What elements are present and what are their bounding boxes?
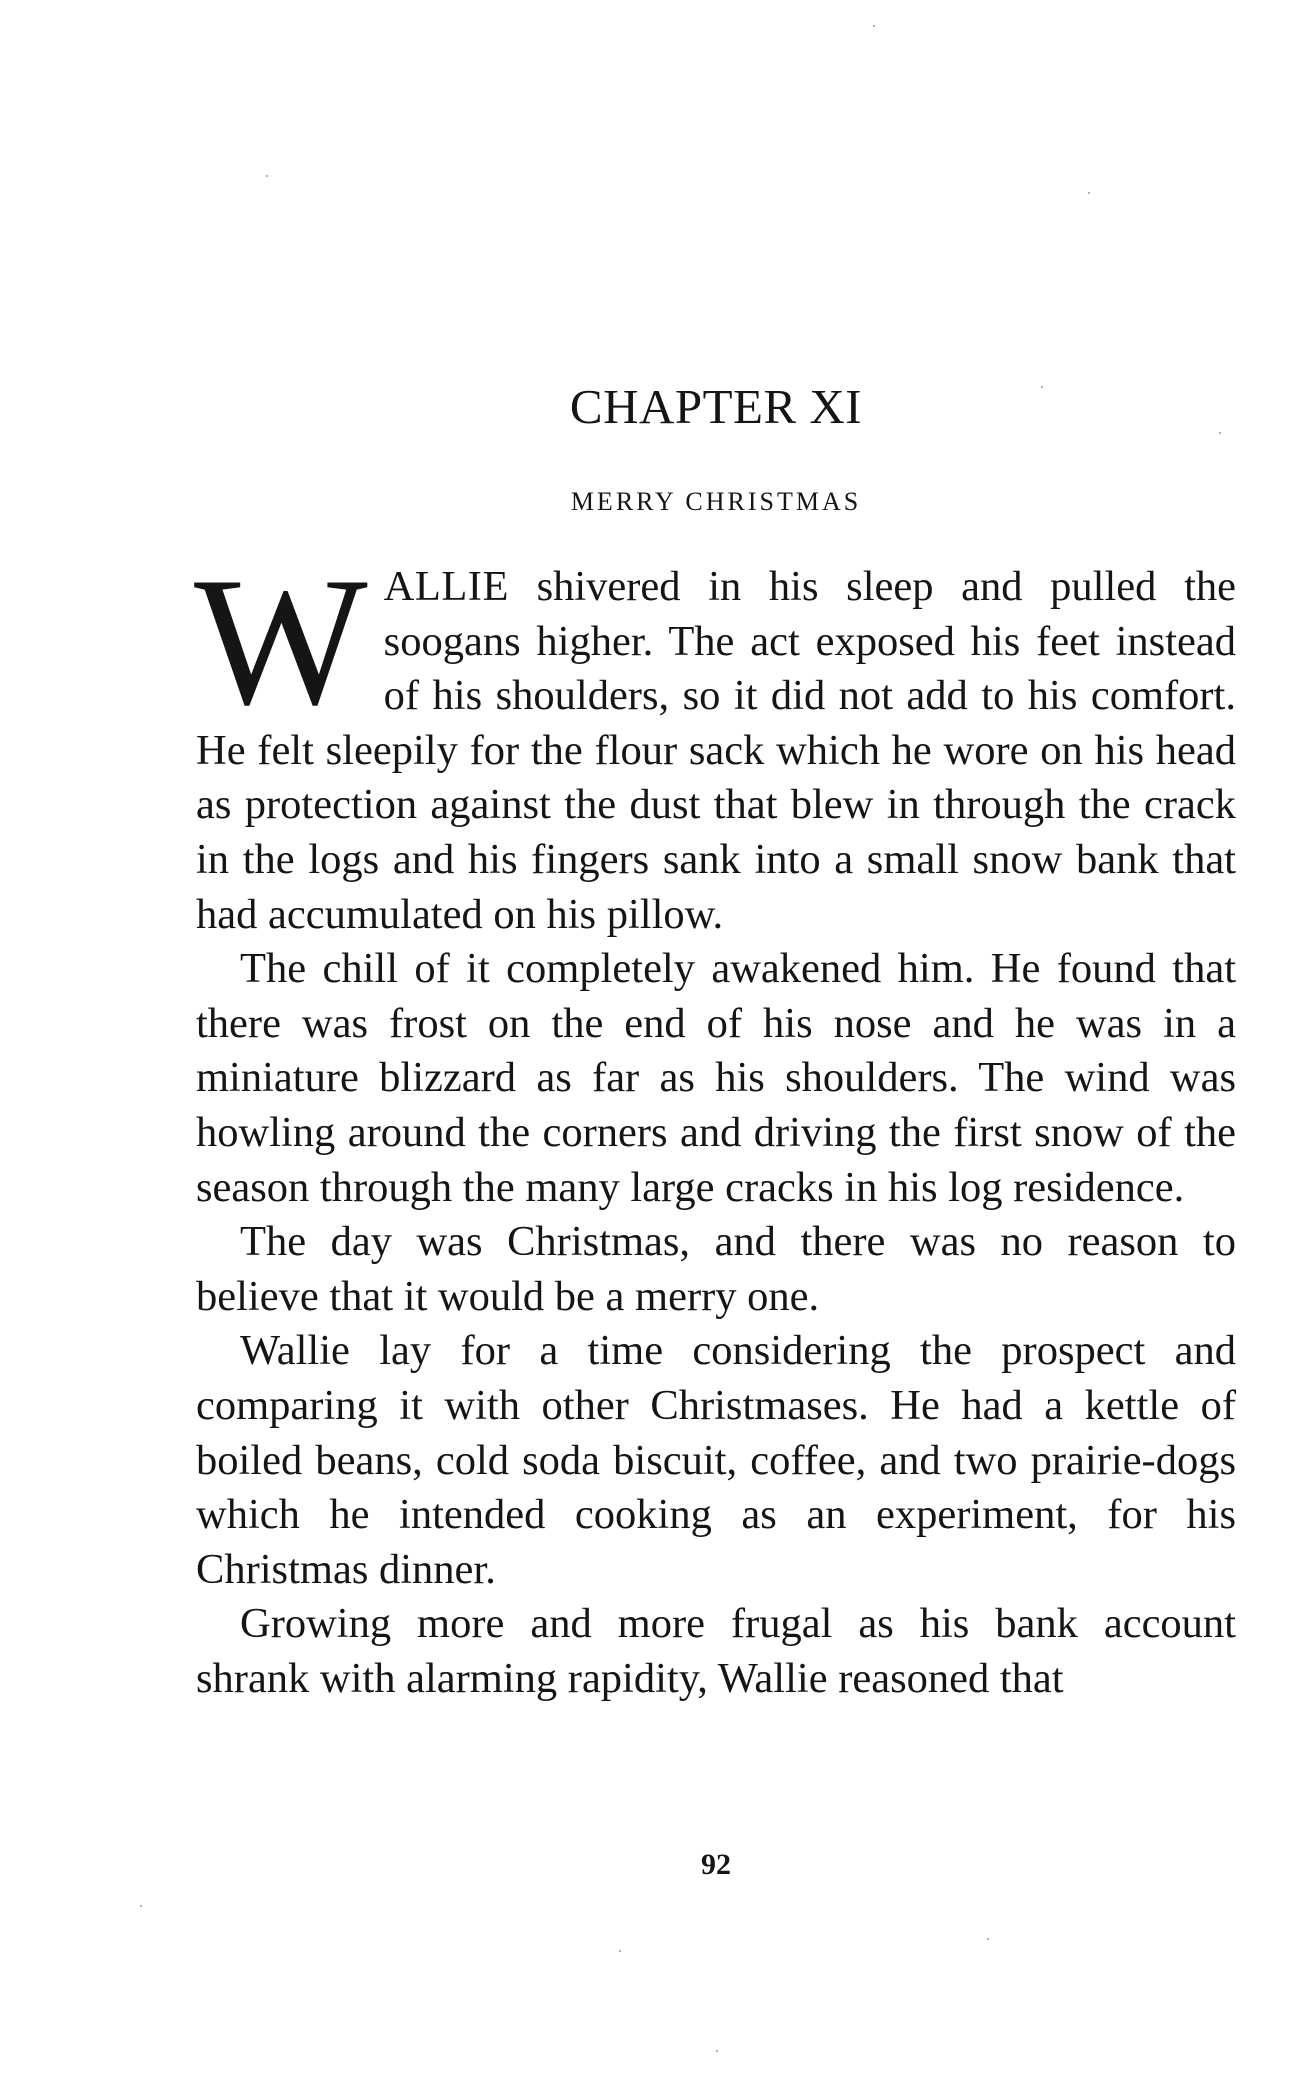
drop-cap: W [194,539,368,743]
chapter-title: MERRY CHRISTMAS [570,487,862,516]
paper-speck [716,2050,718,2052]
opening-paragraph-text: shivered in his sleep and pulled the soogans higher. The act exposed his feet instead of his shoulders, so it did not add to his comfort. He felt sleepily for the flour sack which he wore on his head as protection against the dust that blew in through the crack in the logs and his fingers sank into a small snow bank that had accumulated on his pillow. [196,563,1236,938]
paper-speck [987,1938,989,1940]
opening-first-word: ALLIE [383,563,509,610]
book-page [196,0,1236,2087]
paper-speck [266,175,268,177]
chapter-number: CHAPTER XI [569,379,863,434]
paper-speck [140,1905,142,1907]
paper-speck [619,1950,621,1952]
page-number: 92 [701,1848,731,1881]
paper-speck [1219,432,1221,434]
paper-speck [1088,192,1090,194]
paragraph-3: The day was Christmas, and there was no reason to believe that it would be a merry one. [196,1218,1236,1320]
paragraph-2: The chill of it completely awakened him. He found that there was frost on the end of his nose and he was in a miniature blizzard as far as his shoulders. The wind was howling around the corners and driving the first snow of the season through the many large cracks in his log residence. [196,945,1236,1211]
paper-speck [1041,386,1043,388]
paper-speck [873,25,875,27]
paragraph-5: Growing more and more frugal as his bank account shrank with alarming rapidity, Wallie reasoned that [196,1600,1236,1702]
paragraph-4: Wallie lay for a time considering the prospect and comparing it with other Christmases. He had a kettle of boiled beans, cold soda biscuit, coffee, and two prairie-dogs which he intended cooking as an experiment, for his Christmas dinner. [196,1327,1236,1593]
opening-paragraph [194,539,1236,942]
chapter-body [194,539,1236,1706]
